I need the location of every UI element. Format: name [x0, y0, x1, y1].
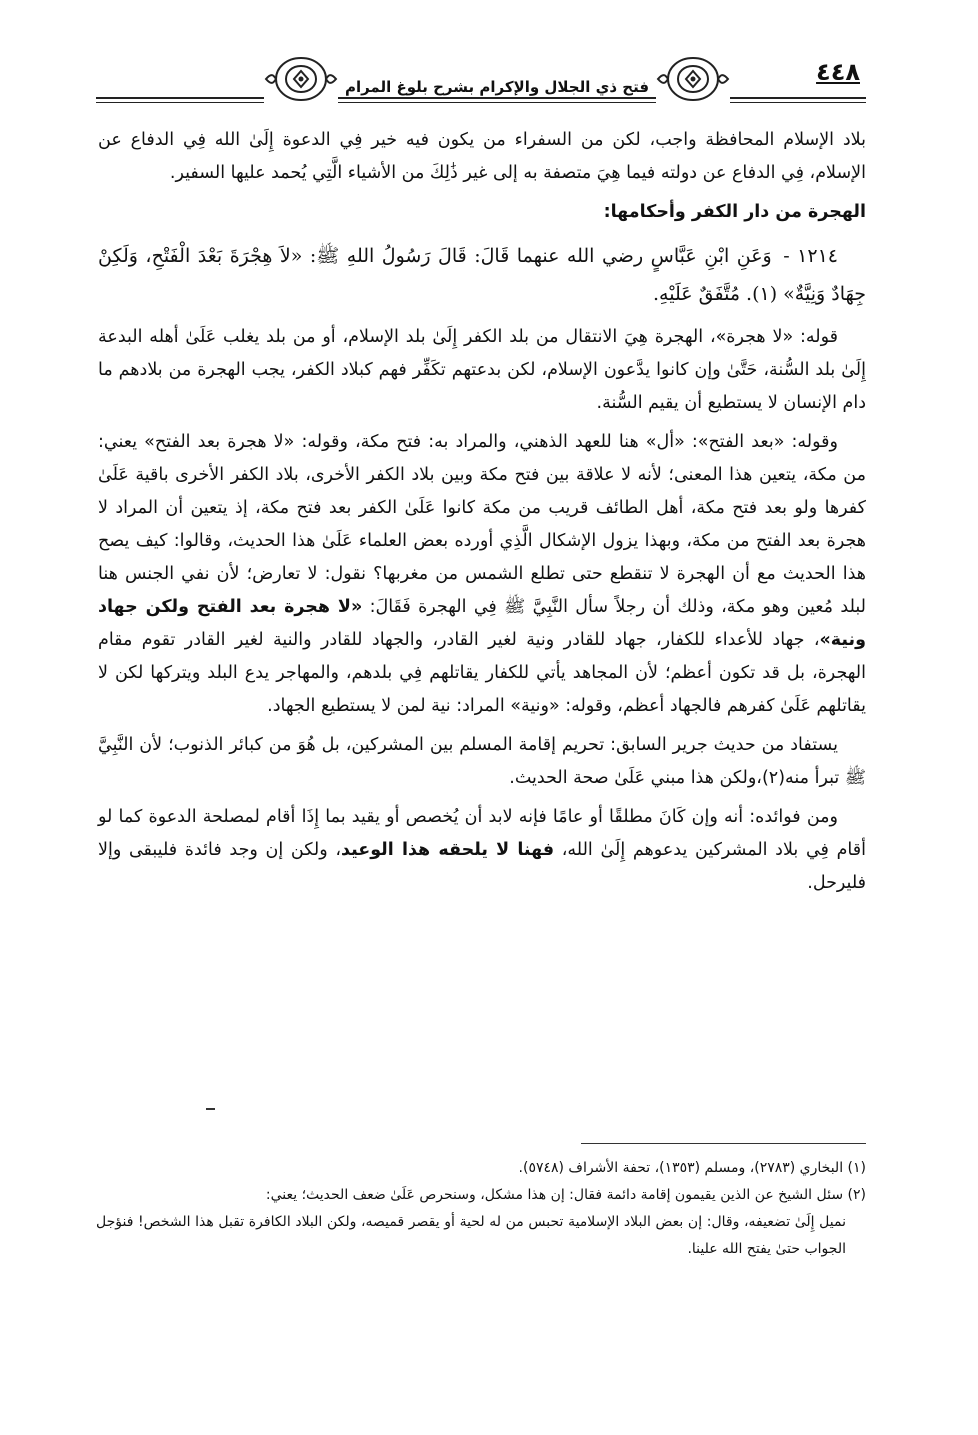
header-rule-thin: [96, 102, 866, 103]
footnotes: [96, 1155, 866, 1263]
footnote-separator: [581, 1143, 866, 1144]
hadith-block: [98, 237, 866, 313]
main-text: [98, 124, 866, 906]
page-header: [96, 52, 866, 112]
page-number: ٤٤٨: [816, 58, 860, 86]
running-title: فتح ذي الجلال والإكرام بشرح بلوغ المرام: [341, 78, 653, 96]
print-mark: [206, 1108, 215, 1110]
section-heading: الهجرة من دار الكفر وأحكامها:: [603, 202, 866, 222]
paragraph-text: ، جهاد للأعداء للكفار، جهاد للقادر ونية لغير القادر، والجهاد للقادر والنية لغير القادر تقوم مقام الهجرة، بل قد تكون أعظم؛ لأن المجاهد يأتي للكفار يقاتلهم فِي بلدهم، والمهاجر يدع البلد ويتركها لكن لا يقاتلهم عَلَىٰ كفرهم فالجهاد أعظم، وقوله: «ونية» المراد: نية لمن لا يستطيع الجهاد.: [98, 630, 866, 716]
hadith-text: وَعَنِ ابْنِ عَبَّاسٍ رضي الله عنهما قَالَ: قَالَ رَسُولُ اللهِ ﷺ: «لاَ هِجْرَةَ بَعْدَ الْفَتْحِ، وَلَكِنْ جِهَادٌ وَنِيَّةٌ» (١). مُتَّفَقٌ عَلَيْهِ.: [98, 245, 866, 305]
footnote-2: (٢) سئل الشيخ عن الذين يقيمون إقامة دائمة فقال: إن هذا مشكل، وسنحرص عَلَىٰ ضعف الحديث؛ يعني:: [265, 1187, 866, 1203]
footnote-1: (١) البخاري (٢٧٨٣)، ومسلم (١٣٥٣)، تحفة الأشراف (٥٧٤٨).: [518, 1160, 866, 1176]
paragraph-text: ومن فوائده: أنه وإن كَانَ مطلقًا أو عامًا فإنه لابد أن يُخصص أو يقيد بما إِذَا أقام لمصلحة الدعوة كما لو أقام فِي بلاد المشركين يدعوهم إِلَىٰ الله،: [98, 807, 866, 860]
ornament-left-icon: [264, 54, 338, 104]
ornament-right-icon: [656, 54, 730, 104]
hadith-number: ١٢١٤ -: [783, 245, 838, 267]
paragraph-text: وقوله: «بعد الفتح»: «أل» هنا للعهد الذهني، والمراد به: فتح مكة، وقوله: «لا هجرة بعد الفتح» يعني: من مكة، يتعين هذا المعنى؛ لأنه لا علاقة بين فتح مكة وبين بلاد الكفر الأخرى، بلاد الكفر الأخرى باقية عَلَىٰ كفرها ولو بعد فتح مكة، أهل الطائف قريب من مكة كانوا عَلَىٰ الكفر بعد فتح مكة، إذ يتعين أن المراد لا هجرة بعد الفتح من مكة، وبهذا يزول الإشكال الَّذِي أورده بعض العلماء عَلَىٰ هذا الحديث، وقالوا: كيف يصح هذا الحديث مع أن الهجرة لا تنقطع حتى تطلع الشمس من مغربها؟ نقول: لا تعارض؛ لأن نفي الجنس هنا لبلد مُعين وهو مكة، وذلك أن رجلاً سأل النَّبِيَّ ﷺ فِي الهجرة فَقَالَ:: [98, 432, 866, 617]
paragraph-text: ، ولكن إن وجد فائدة فليبقى وإلا فليرحل.: [98, 840, 866, 893]
commentary-paragraph: قوله: «لا هجرة»، الهجرة هِيَ الانتقال من بلد الكفر إِلَىٰ بلد الإسلام، أو من بلد يغلب عَلَىٰ أهله البدعة إِلَىٰ بلد السُّنة، حَتَّىٰ وإن كانوا يدَّعون الإسلام، لكن بدعتهم تكَفِّر فهم كبلاد الكفر، يجب الهجرة من بلادهم ما دام الإنسان لا يستطيع أن يقيم السُّنة.: [98, 327, 866, 413]
commentary-paragraph: [98, 801, 866, 900]
commentary-paragraph: يستفاد من حديث جرير السابق: تحريم إقامة المسلم بين المشركين، بل هُوَ من كبائر الذنوب؛ لأن النَّبِيَّ ﷺ تبرأ منه(٢)،ولكن هذا مبني عَلَىٰ صحة الحديث.: [98, 735, 866, 788]
paragraph-continuation: بلاد الإسلام المحافظة واجب، لكن من السفراء من يكون فيه خير فِي الدعوة إِلَىٰ الله فِي الدفاع عن الإسلام، فِي الدفاع عن دولته فيما هِيَ متصفة به إلى غير ذَٰلِكَ من الأشياء الَّتِي يُحمد عليها السفير.: [98, 130, 866, 183]
bold-quote: «لا هجرة بعد الفتح ولكن جهاد ونية»: [98, 597, 866, 650]
commentary-paragraph: [98, 426, 866, 723]
bold-phrase: فهنا لا يلحقه هذا الوعيد: [341, 840, 555, 860]
header-rule: [96, 97, 866, 99]
footnote-2-continuation: نميل إِلَىٰ تضعيفه، وقال: إن بعض البلاد الإسلامية تحبس من له لحية أو يقصر قميصه، ولكن البلاد الكافرة تقبل هذا الشخص! فنؤجل الجواب حتىٰ يفتح الله علينا.: [96, 1214, 846, 1257]
